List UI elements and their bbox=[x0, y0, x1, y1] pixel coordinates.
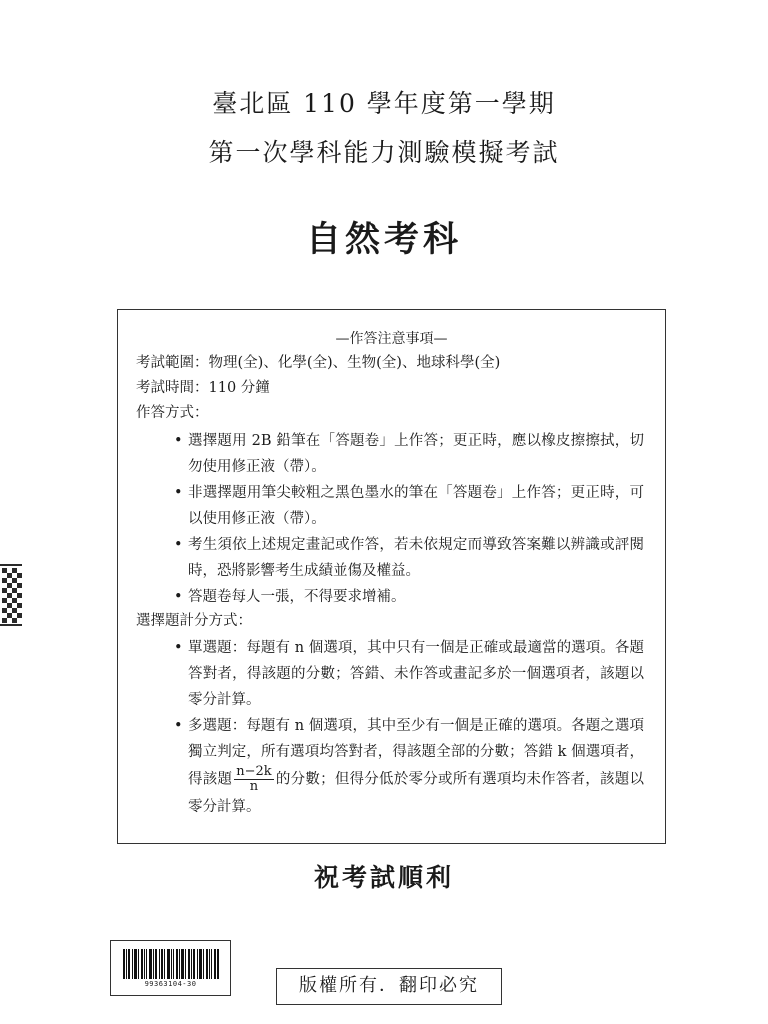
copyright-notice: 版權所有．翻印必究 bbox=[276, 968, 502, 1005]
bullet-dot: • bbox=[174, 589, 183, 605]
instructions-heading: —作答注意事項— bbox=[335, 331, 448, 347]
barcode-icon bbox=[123, 949, 219, 979]
exam-header-line1: 臺北區 110 學年度第一學期 bbox=[212, 89, 556, 118]
scoring-method-label: 選擇題計分方式： bbox=[136, 613, 252, 629]
score-fraction bbox=[234, 765, 273, 794]
answer-method-item bbox=[174, 532, 644, 584]
multi-choice-text-part1: 多選題：每題有 n 個選項，其中至少有一個是正確的選項。各題之選項獨立判定，所有選項均答對者，得該題全部的分數；答錯 k 個選項者，得該題 bbox=[188, 718, 644, 788]
bullet-dot: • bbox=[174, 433, 183, 449]
registration-mark bbox=[0, 564, 22, 626]
multi-choice-rule bbox=[174, 713, 644, 820]
fraction-numerator: n−2k bbox=[236, 764, 272, 779]
answer-method-text: 考生須依上述規定畫記或作答，若未依規定而導致答案難以辨識或評閱時，恐將影響考生成績並傷及權益。 bbox=[188, 537, 644, 579]
good-luck-message: 祝考試順利 bbox=[313, 863, 454, 892]
answer-method-label: 作答方式： bbox=[136, 405, 209, 421]
exam-instructions-box bbox=[117, 309, 666, 844]
exam-duration: 考試時間：110 分鐘 bbox=[136, 380, 270, 396]
answer-method-item bbox=[174, 428, 644, 480]
bullet-dot: • bbox=[174, 718, 183, 734]
bullet-dot: • bbox=[174, 537, 183, 553]
answer-method-text: 答題卷每人一張，不得要求增補。 bbox=[188, 589, 406, 605]
answer-method-text: 非選擇題用筆尖較粗之黑色墨水的筆在「答題卷」上作答；更正時，可以使用修正液（帶）。 bbox=[188, 485, 644, 527]
fraction-denominator: n bbox=[249, 779, 259, 794]
answer-method-item bbox=[174, 584, 644, 610]
bullet-dot: • bbox=[174, 640, 183, 656]
barcode-number: 99363104-30 bbox=[144, 980, 197, 988]
subject-title: 自然考科 bbox=[305, 219, 462, 260]
answer-method-text: 選擇題用 2B 鉛筆在「答題卷」上作答；更正時，應以橡皮擦擦拭，切勿使用修正液（帶）。 bbox=[188, 433, 644, 475]
bullet-dot: • bbox=[174, 485, 183, 501]
multi-choice-text-part2: 的分數；但得分低於零分或所有選項均未作答者，該題以零分計算。 bbox=[188, 771, 645, 815]
barcode-label bbox=[110, 940, 231, 996]
exam-scope: 考試範圍：物理(全)、化學(全)、生物(全)、地球科學(全) bbox=[136, 355, 501, 371]
exam-header-line2: 第一次學科能力測驗模擬考試 bbox=[208, 138, 560, 167]
answer-method-item bbox=[174, 480, 644, 532]
single-choice-rule bbox=[174, 635, 644, 713]
multi-choice-text bbox=[174, 713, 644, 820]
single-choice-text: 單選題：每題有 n 個選項，其中只有一個是正確或最適當的選項。各題答對者，得該題的分數；答錯、未作答或畫記多於一個選項者，該題以零分計算。 bbox=[188, 640, 644, 708]
